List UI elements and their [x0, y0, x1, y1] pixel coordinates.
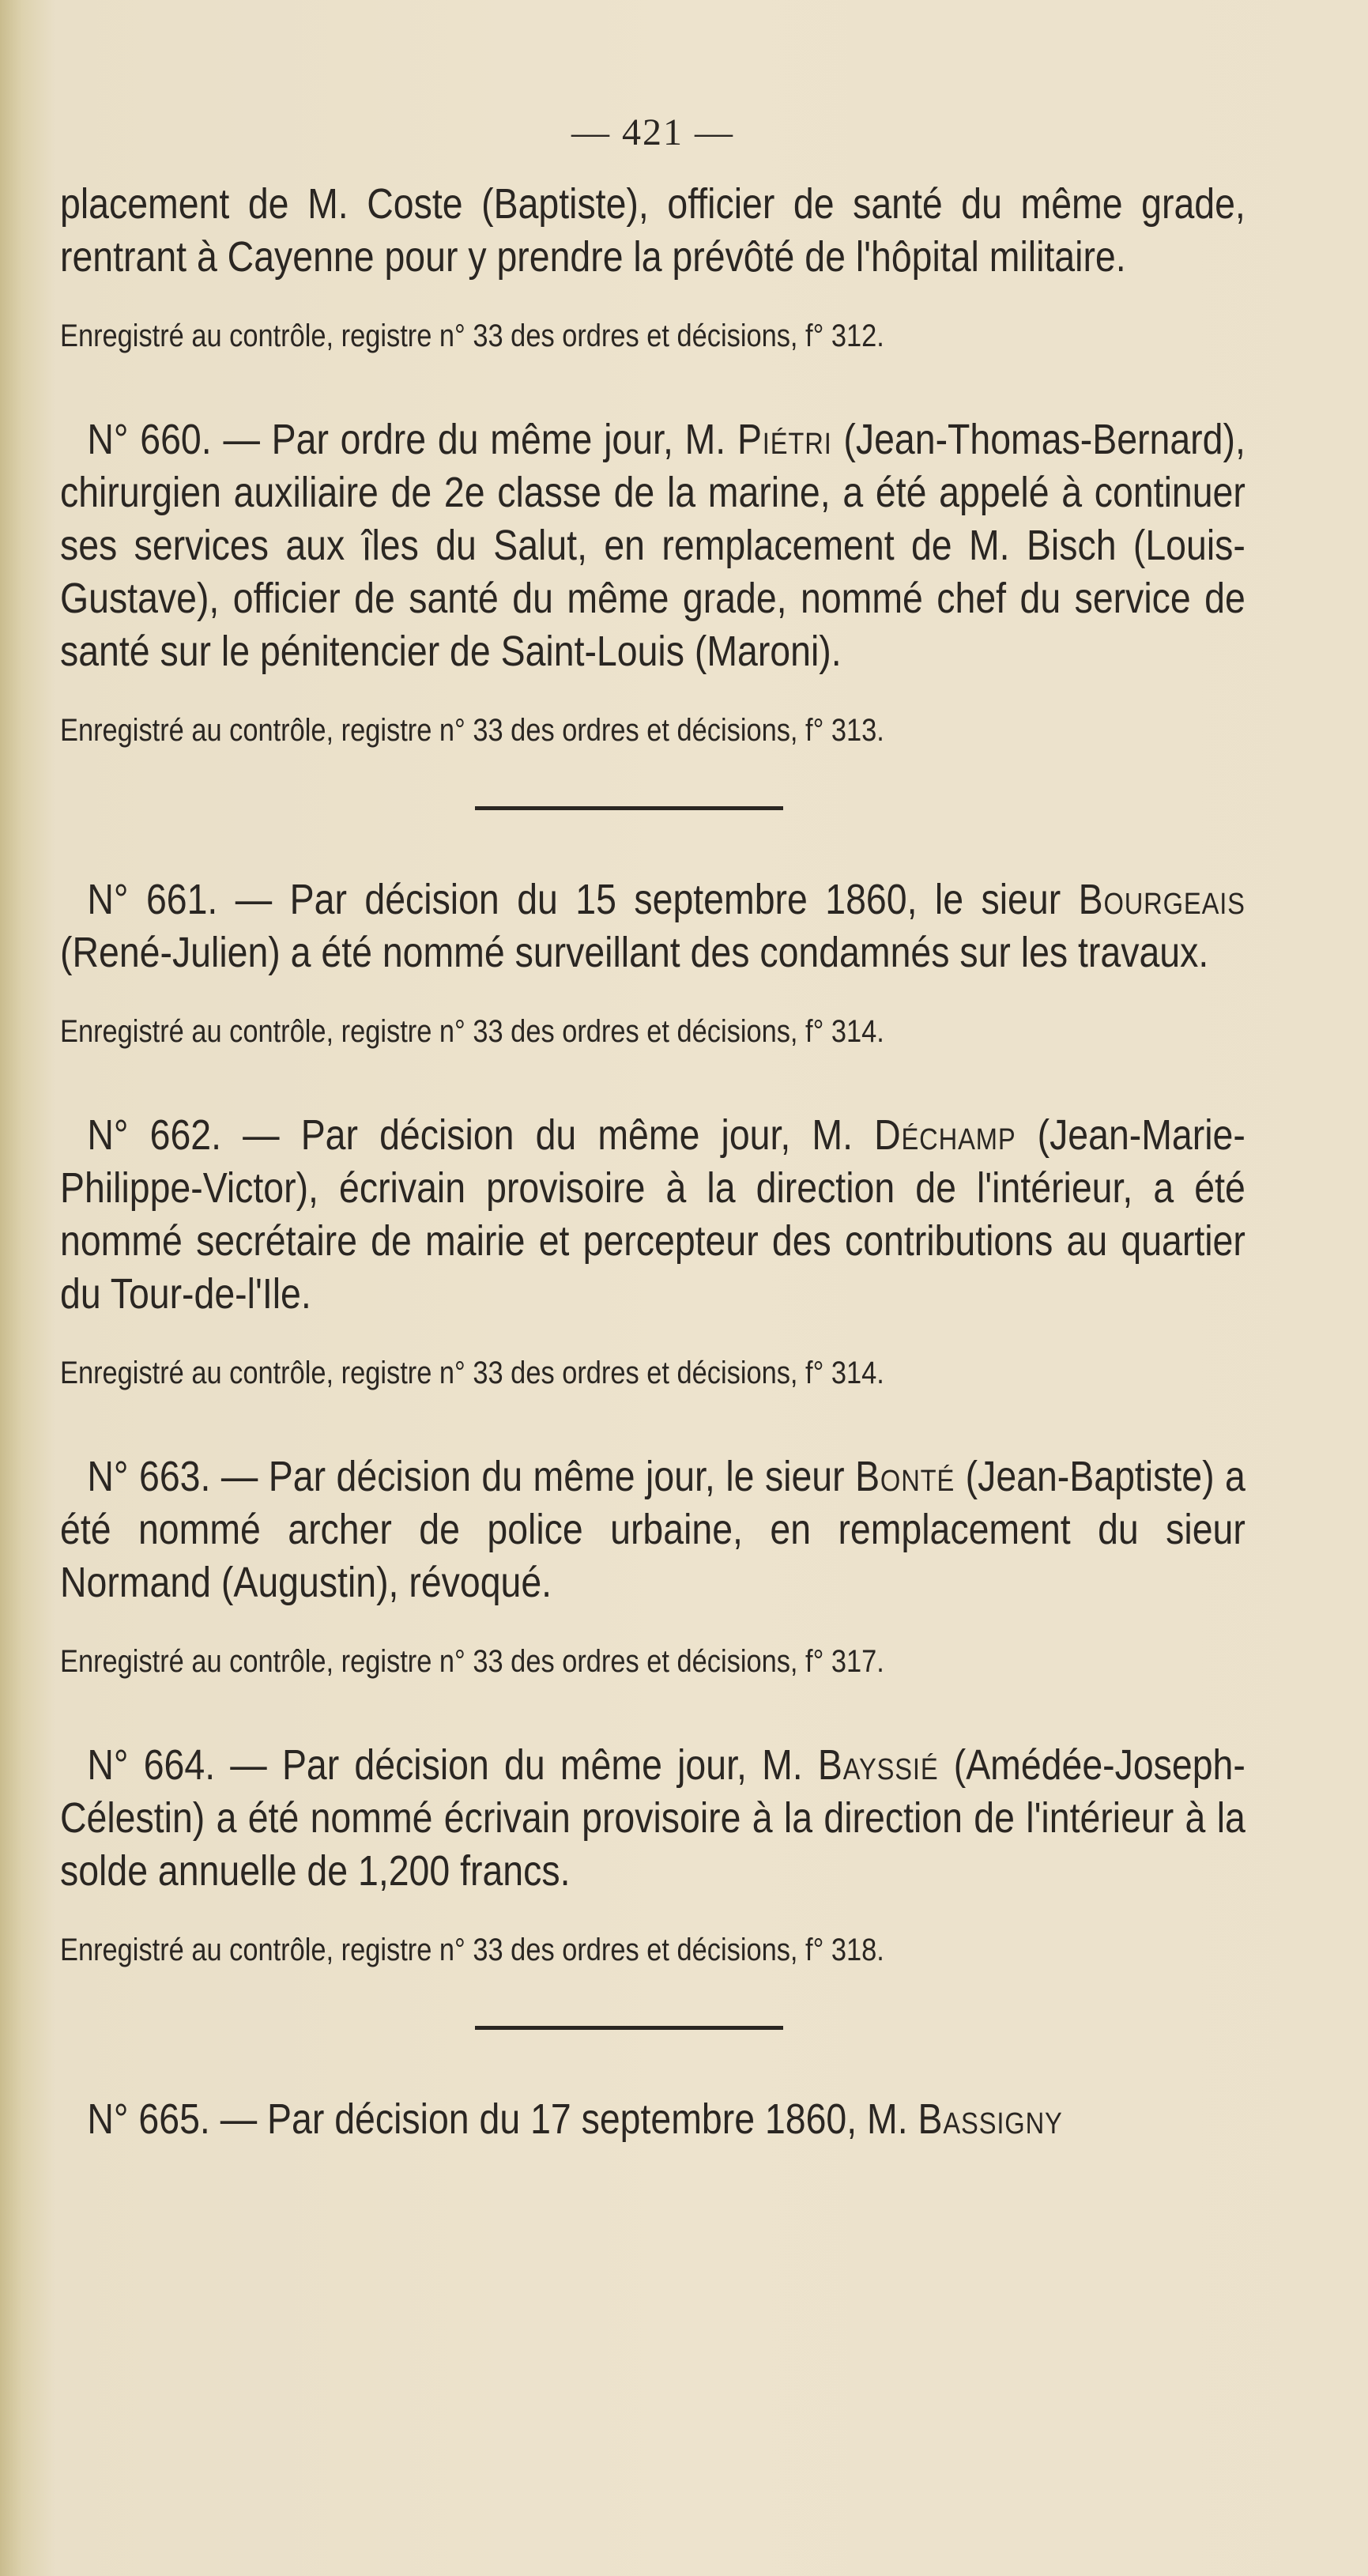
entry-number: N° 662. [87, 1111, 222, 1159]
entry-text-post: (Jean-Marie-Philippe-Victor), écrivain provisoire à la direction de l'intérieur, a été nommé secrétaire de mairie et percepteur des contributions au quartier du Tour-de-l'Ile. [60, 1111, 1246, 1318]
entry-text-pre: — Par ordre du même jour, M. [211, 416, 737, 463]
intro-block [60, 178, 1246, 356]
entry-person-name: Bassigny [918, 2095, 1063, 2143]
entry-registration: Enregistré au contrôle, registre n° 33 des ordres et décisions, f° 314. [60, 1014, 884, 1049]
entry-paragraph [60, 1450, 1246, 1609]
entry-660 [60, 413, 1246, 751]
entry-text-pre: — Par décision du 15 septembre 1860, le sieur [217, 876, 1079, 923]
entry-663 [60, 1450, 1246, 1682]
entry-665 [60, 2093, 1246, 2146]
page-number: — 421 — [571, 111, 734, 153]
entry-number: N° 660. [87, 416, 212, 463]
entry-registration: Enregistré au contrôle, registre n° 33 des ordres et décisions, f° 314. [60, 1356, 884, 1390]
section-divider [475, 2026, 783, 2030]
entry-664 [60, 1739, 1246, 1971]
section-divider [475, 806, 783, 810]
entry-text-post: (Amédée-Joseph-Célestin) a été nommé écrivain provisoire à la direction de l'intérieur à la solde annuelle de 1,200 francs. [60, 1741, 1246, 1895]
entry-number: N° 664. [87, 1741, 216, 1789]
entry-person-name: Déchamp [874, 1111, 1016, 1159]
entry-text-pre: — Par décision du même jour, M. [221, 1111, 875, 1159]
entry-text-post: (Jean-Baptiste) a été nommé archer de police urbaine, en remplacement du sieur Normand (Augustin), révoqué. [60, 1453, 1246, 1606]
entry-text-post: (René-Julien) a été nommé surveillant des condamnés sur les travaux. [60, 929, 1209, 976]
entry-paragraph [60, 413, 1246, 678]
entry-person-name: Piétri [737, 416, 832, 463]
entry-person-name: Bayssié [817, 1741, 939, 1789]
entry-text-pre: — Par décision du 17 septembre 1860, M. [209, 2095, 918, 2143]
entry-text-pre: — Par décision du même jour, le sieur [210, 1453, 856, 1500]
intro-registration: Enregistré au contrôle, registre n° 33 des ordres et décisions, f° 312. [60, 319, 884, 353]
entry-person-name: Bourgeais [1078, 876, 1246, 923]
entry-paragraph [60, 2093, 1246, 2146]
entry-662 [60, 1109, 1246, 1394]
entry-paragraph [60, 1109, 1246, 1321]
entry-text-post: (Jean-Thomas-Bernard), chirurgien auxiliaire de 2e classe de la marine, a été appelé à continuer ses services aux îles du Salut, en remplacement de M. Bisch (Louis-Gustave), officier de santé du même grade, nommé chef du service de santé sur le pénitencier de Saint-Louis (Maroni). [60, 416, 1246, 675]
entry-661 [60, 873, 1246, 1052]
document-page [60, 111, 1246, 2146]
entry-paragraph [60, 1739, 1246, 1898]
entry-registration: Enregistré au contrôle, registre n° 33 des ordres et décisions, f° 313. [60, 713, 884, 748]
entry-registration: Enregistré au contrôle, registre n° 33 des ordres et décisions, f° 318. [60, 1933, 884, 1967]
entry-number: N° 665. [87, 2095, 210, 2143]
entry-paragraph [60, 873, 1246, 979]
entry-text-pre: — Par décision du même jour, M. [215, 1741, 818, 1789]
entry-registration: Enregistré au contrôle, registre n° 33 des ordres et décisions, f° 317. [60, 1644, 884, 1679]
entry-number: N° 663. [87, 1453, 211, 1500]
entry-number: N° 661. [87, 876, 218, 923]
entry-person-name: Bonté [855, 1453, 955, 1500]
intro-paragraph: placement de M. Coste (Baptiste), officier de santé du même grade, rentrant à Cayenne pour y prendre la prévôté de l'hôpital militaire. [60, 180, 1246, 281]
